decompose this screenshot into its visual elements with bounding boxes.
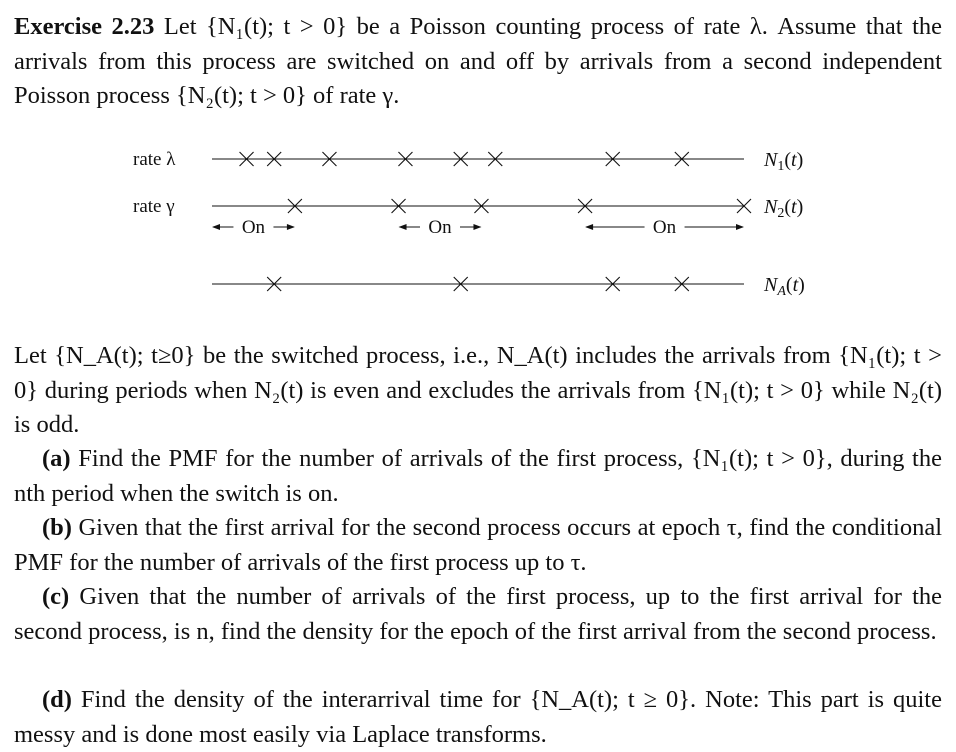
- rate-label: rate λ: [133, 149, 176, 170]
- part-b: [14, 511, 942, 580]
- on-label: On: [652, 217, 677, 238]
- part-b-label: (b): [42, 514, 72, 541]
- on-period-3: [585, 217, 744, 238]
- part-c-text: Given that the number of arrivals of the first process, up to the first arrival for the second process, is n, find the density for the epoch of the first arrival from the second process.: [14, 583, 943, 645]
- exercise-label: Exercise 2.23: [14, 13, 155, 40]
- timeline-row-1: [133, 149, 803, 174]
- on-arrowhead-right: [287, 224, 295, 230]
- timeline-row-3: [212, 274, 805, 299]
- switched-process-definition: [14, 339, 942, 443]
- timeline-row-2: [133, 196, 803, 221]
- exercise-intro-line3: independent Poisson process {N₂(t); t > 0} of rate γ.: [14, 47, 942, 109]
- exercise-intro-line2: that the arrivals from this process are switched on and off by arrivals from a second: [14, 13, 942, 75]
- on-period-2: [399, 217, 482, 238]
- on-arrowhead-right: [736, 224, 744, 230]
- on-arrowhead-right: [473, 224, 481, 230]
- part-a-text: Find the PMF for the number of arrivals of the first process, {N₁(t); t > 0}, during the nth period when the switch is on.: [14, 445, 942, 507]
- part-b-text: Given that the first arrival for the second process occurs at epoch τ, find the conditional PMF for the number of arrivals of the first process up to τ.: [14, 514, 942, 576]
- part-d-label: (d): [42, 686, 72, 713]
- process-label: $N_1(t)$: [764, 149, 804, 174]
- poisson-switching-figure: [0, 135, 956, 305]
- on-period-1: [212, 217, 295, 238]
- on-arrowhead-left: [585, 224, 593, 230]
- on-arrowhead-left: [399, 224, 407, 230]
- part-d-text: Find the density of the interarrival time for {N_A(t); t ≥ 0}. Note: This part is quite messy and is done most easily via Laplace transforms.: [14, 686, 942, 748]
- rate-label: rate γ: [133, 196, 175, 217]
- on-label: On: [241, 217, 266, 238]
- part-c-label: (c): [42, 583, 70, 610]
- part-c: [14, 580, 942, 649]
- process-label: $N_A(t)$: [764, 274, 805, 299]
- part-a: [14, 442, 942, 511]
- on-arrowhead-left: [212, 224, 220, 230]
- part-a-label: (a): [42, 445, 71, 472]
- process-label: $N_2(t)$: [764, 196, 804, 221]
- exercise-intro-line1: Let {N₁(t); t > 0} be a Poisson counting process of rate λ. Assume: [163, 13, 857, 40]
- part-d: [14, 683, 942, 752]
- switched-def-text: Let {N_A(t); t≥0} be the switched process, i.e., N_A(t) includes the arrivals from {N₁(t); t > 0} during periods when N₂(t) is even and excludes the arrivals from {N₁(t); t > 0} while N₂(t) is odd.: [14, 342, 942, 438]
- exercise-intro: [14, 10, 942, 114]
- on-label: On: [428, 217, 452, 238]
